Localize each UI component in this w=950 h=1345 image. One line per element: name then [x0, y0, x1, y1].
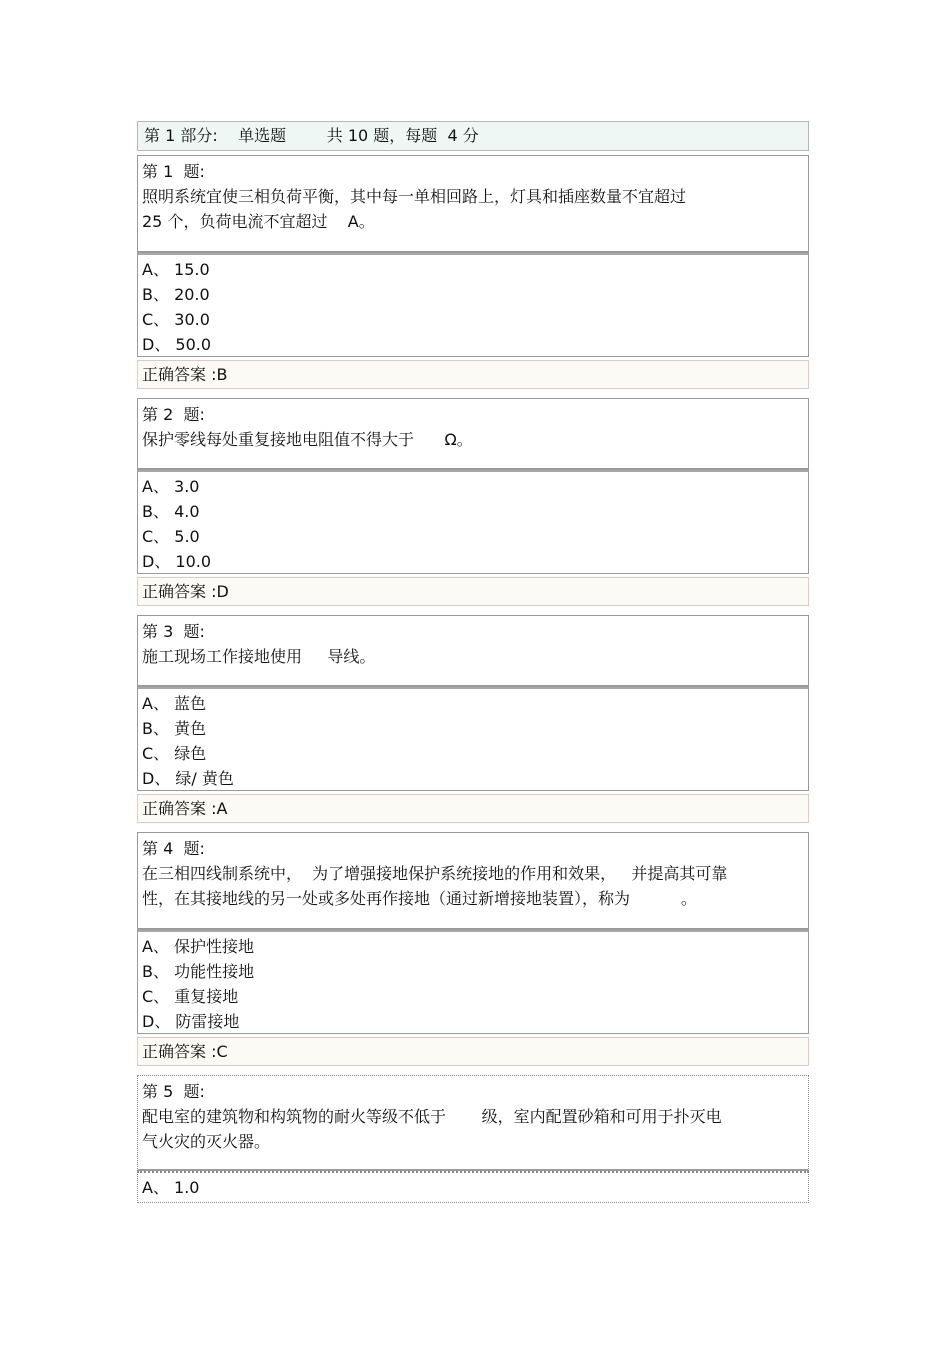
correct-answer: 正确答案 :A — [137, 794, 809, 823]
question-number: 第 4 题: — [142, 839, 205, 858]
option-a[interactable]: A、 15.0 — [142, 260, 210, 279]
question-block-3 — [137, 615, 809, 823]
option-c[interactable]: C、 30.0 — [142, 310, 210, 329]
question-block-1 — [137, 155, 809, 389]
option-b[interactable]: B、 20.0 — [142, 285, 210, 304]
question-text: 配电室的建筑物和构筑物的耐火等级不低于 级，室内配置砂箱和可用于扑灭电 气火灾的灭火器。 — [142, 1107, 722, 1151]
option-c[interactable]: C、 5.0 — [142, 527, 200, 546]
question-box — [137, 832, 809, 930]
option-a[interactable]: A、 3.0 — [142, 477, 200, 496]
question-block-2 — [137, 398, 809, 606]
option-d[interactable]: D、 防雷接地 — [142, 1012, 240, 1031]
option-b[interactable]: B、 功能性接地 — [142, 962, 255, 981]
question-text: 保护零线每处重复接地电阻值不得大于 Ω。 — [142, 430, 473, 449]
question-box — [137, 1075, 809, 1171]
question-number: 第 3 题: — [142, 622, 205, 641]
option-c[interactable]: C、 绿色 — [142, 744, 207, 763]
option-b[interactable]: B、 黄色 — [142, 719, 207, 738]
correct-answer: 正确答案 :D — [137, 577, 809, 606]
question-box — [137, 615, 809, 687]
question-text: 在三相四线制系统中， 为了增强接地保护系统接地的作用和效果， 并提高其可靠 性，在其接地线的另一处或多处再作接地（通过新增接地装置），称为 。 — [142, 864, 728, 908]
option-d[interactable]: D、 绿/ 黄色 — [142, 769, 234, 788]
option-d[interactable]: D、 50.0 — [142, 335, 212, 354]
option-b[interactable]: B、 4.0 — [142, 502, 200, 521]
option-a[interactable]: A、 保护性接地 — [142, 937, 255, 956]
question-block-5 — [137, 1075, 809, 1203]
options-box — [137, 253, 809, 357]
correct-answer: 正确答案 :B — [137, 360, 809, 389]
question-text: 施工现场工作接地使用 导线。 — [142, 647, 376, 666]
correct-answer: 正确答案 :C — [137, 1037, 809, 1066]
section-header: 第 1 部分: 单选题 共 10 题，每题 4 分 — [137, 121, 809, 151]
options-box — [137, 1171, 809, 1203]
option-a[interactable]: A、 1.0 — [142, 1178, 200, 1197]
question-number: 第 1 题: — [142, 162, 205, 181]
question-box — [137, 398, 809, 470]
question-number: 第 5 题: — [142, 1082, 205, 1101]
question-text: 照明系统宜使三相负荷平衡，其中每一单相回路上，灯具和插座数量不宜超过 25 个，负荷电流不宜超过 A。 — [142, 187, 687, 231]
question-block-4 — [137, 832, 809, 1066]
question-number: 第 2 题: — [142, 405, 205, 424]
options-box — [137, 687, 809, 791]
options-box — [137, 930, 809, 1034]
option-c[interactable]: C、 重复接地 — [142, 987, 239, 1006]
quiz-document — [137, 121, 809, 1203]
option-a[interactable]: A、 蓝色 — [142, 694, 207, 713]
options-box — [137, 470, 809, 574]
option-d[interactable]: D、 10.0 — [142, 552, 212, 571]
question-box — [137, 155, 809, 253]
